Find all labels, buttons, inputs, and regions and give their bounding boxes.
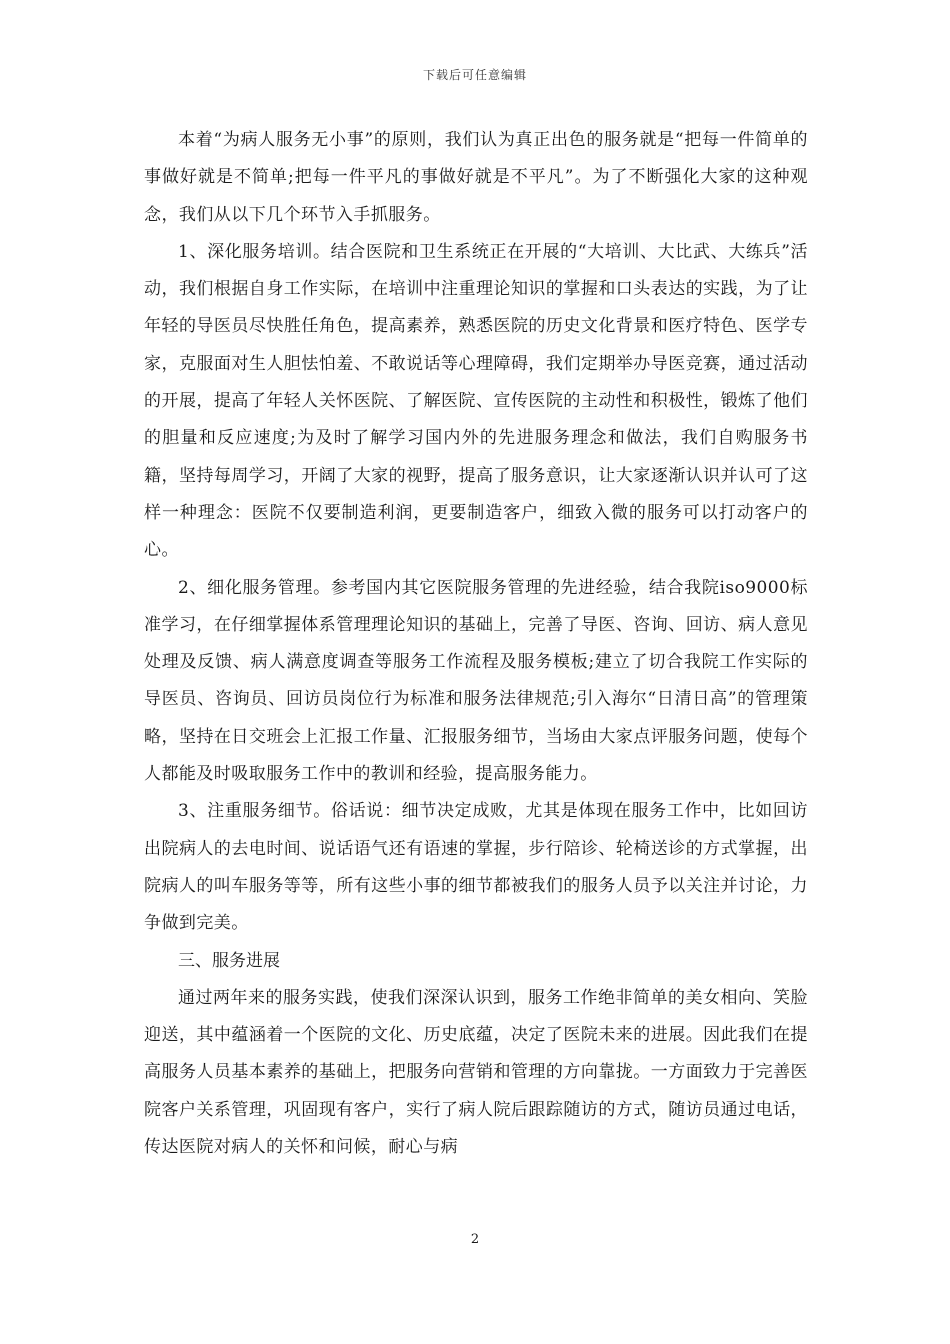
page-number: 2 bbox=[470, 1232, 480, 1247]
paragraph-service-progress: 通过两年来的服务实践，使我们深深认识到，服务工作绝非简单的美女相向、笑脸迎送，其中蕴涵着一个医院的文化、历史底蕴，决定了医院未来的进展。因此我们在提高服务人员基本素养的基础上，把服务向营销和管理的方向靠拢。一方面致力于完善医院客户关系管理，巩固现有客户，实行了病人院后跟踪随访的方式，随访员通过电话，传达医院对病人的关怀和问候，耐心与病 bbox=[144, 987, 808, 1158]
paragraph-service-management: 2、细化服务管理。参考国内其它医院服务管理的先进经验，结合我院iso9000标准学习，在仔细掌握体系管理理论知识的基础上，完善了导医、咨询、回访、病人意见处理及反馈、病人满意度调查等服务工作流程及服务模板;建立了切合我院工作实际的导医员、咨询员、回访员岗位行为标准和服务法律规范;引入海尔“日清日高”的管理策略，坚持在日交班会上汇报工作量、汇报服务细节，当场由大家点评服务问题，使每个人都能及时吸取服务工作中的教训和经验，提高服务能力。 bbox=[144, 577, 808, 785]
document-body bbox=[144, 122, 808, 1166]
paragraph-service-training: 1、深化服务培训。结合医院和卫生系统正在开展的“大培训、大比武、大练兵”活动，我们根据自身工作实际，在培训中注重理论知识的掌握和口头表达的实践，为了让年轻的导医员尽快胜任角色，提高素养，熟悉医院的历史文化背景和医疗特色、医学专家，克服面对生人胆怯怕羞、不敢说话等心理障碍，我们定期举办导医竞赛，通过活动的开展，提高了年轻人关怀医院、了解医院、宣传医院的主动性和积极性，锻炼了他们的胆量和反应速度;为及时了解学习国内外的先进服务理念和做法，我们自购服务书籍，坚持每周学习，开阔了大家的视野，提高了服务意识，让大家逐渐认识并认可了这样一种理念：医院不仅要制造利润，更要制造客户，细致入微的服务可以打动客户的心。 bbox=[144, 241, 808, 561]
page-header: 下载后可任意编辑 bbox=[422, 68, 527, 82]
paragraph-service-details: 3、注重服务细节。俗话说：细节决定成败，尤其是体现在服务工作中，比如回访出院病人的去电时间、说话语气还有语速的掌握，步行陪诊、轮椅送诊的方式掌握，出院病人的叫车服务等等，所有这些小事的细节都被我们的服务人员予以关注并讨论，力争做到完美。 bbox=[144, 801, 808, 934]
section-heading: 三、服务进展 bbox=[178, 950, 280, 971]
paragraph-service-principle: 本着“为病人服务无小事”的原则，我们认为真正出色的服务就是“把每一件简单的事做好就是不简单;把每一件平凡的事做好就是不平凡”。为了不断强化大家的这种观念，我们从以下几个环节入手抓服务。 bbox=[144, 130, 808, 225]
